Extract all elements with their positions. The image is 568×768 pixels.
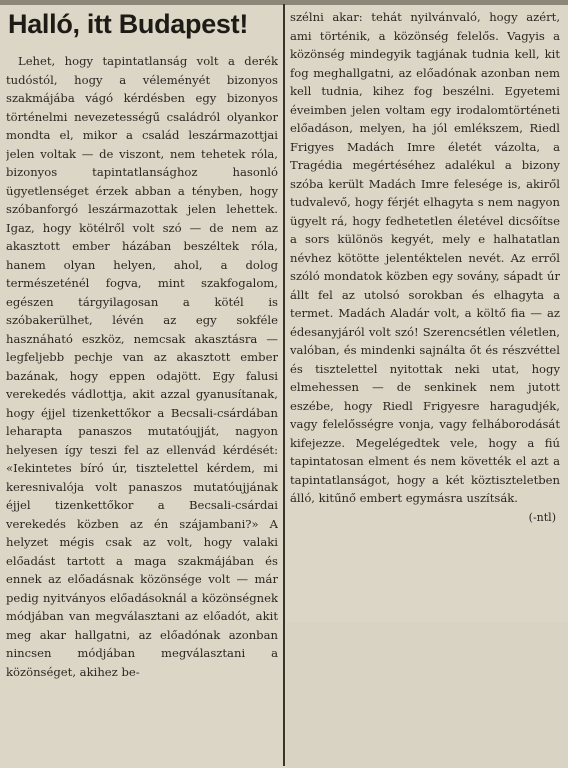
left-column-text: Lehet, hogy tapintatlanság volt a derék tudóstól, hogy a véleményét bizonyos szakmájába vágó kérdésben egy bizonyos történelmi nevezetességű családról olyankor mondta el, mikor a család leszármazottjai jelen voltak — de viszont, nem tehetek róla, bizonyos tapintatlansághoz hasonló ügyetlenséget érzek abban a tényben, hogy szóbanforgó leszármazottak jelen lehettek. Igaz, hogy kötélről volt szó — de nem az akasztott ember házában beszéltek róla, hanem olyan helyen, ahol, a dolog természeténél fogva, mint szakfogalom, egészen tárgyilagosan a kötél is szóbakerülhet, lévén az egy sokféle hasznáható eszköz, nemcsak akasztásra — legfeljebb pechje van az akasztott ember bazának, hogy eppen odajött. Egy falusi verekedés vádlottja, akit azzal gyanusítanak, hogy éjjel tizenkettőkor a Becsali-csárdában leharapta panaszos mutatóujját, nagyon helyesen így teszi fel az ellenvád kérdését: «Iekintetes bíró úr, tisztelettel kérdem, mi keresnivalója volt panaszos mutatóujjának éjjel tizenkettőkor a Becsali-csárdai verekedés közben az én szájambani?» A helyzet mégis csak az volt, hogy valaki előadást tartott a maga szakmájában és ennek az előadásnak közönsége volt — már pedig nyitványos előadásoknál a közönségnek módjában van megválasztani az előadót, akit meg akar hallgatni, az előadónak azonban nincsen módjában megválasztani a közönséget, akihez be- xyxy=(6,54,278,679)
article-headline: Halló, itt Budapest! xyxy=(8,9,249,39)
column-divider xyxy=(283,4,285,766)
right-column xyxy=(290,8,560,620)
author-signature: (-ntl) xyxy=(528,510,556,524)
right-column-text: szélni akar: tehát nyilvánvaló, hogy azért, ami történik, a közönség felelős. Vagyis a közönség mindegyik tagjának tudnia kell, kit fog meghallgatni, az előadónak azonban nem kell tudnia, kihez fog beszélni. Egyetemi éveimben jelen voltam egy irodalomtörténeti előadáson, melyen, ha jól emlékszem, Riedl Frigyes Madách Imre életét vázolta, a Tragédia megértéséhez adalékul a bizony szóba került Madách Imre felesége is, akiről tudvalevő, hogy férjét elhagyta s nem nagyon ügyelt rá, hogy fedhetetlen életével dicsőítse a sors különös kegyét, mely e halhatatlan névhez kötötte jelentéktelen nevét. Az erről szóló mondatok közben egy sovány, sápadt úr állt fel az utolsó sorokban és elhagyta a termet. Madách Aladár volt, a költő fia — az édesanyjáról volt szó! Szerencsétlen véletlen, valóban, és mindenki sajnálta őt és részvéttel és tisztelettel nyitottak neki utat, hogy elmehessen — de senkinek nem jutott eszébe, hogy Riedl Frigyesre haragudjék, vagy felelősségre vonja, vagy felháborodását kifejezze. Megelégedtek vele, hogy a fiú tapintatosan elment és nem követték el azt a tapintatlanságot, hogy a két köztiszteletben álló, kitűnő embert egymásra uszítsák. xyxy=(290,10,560,505)
left-column xyxy=(6,8,278,766)
blank-area xyxy=(286,622,568,768)
